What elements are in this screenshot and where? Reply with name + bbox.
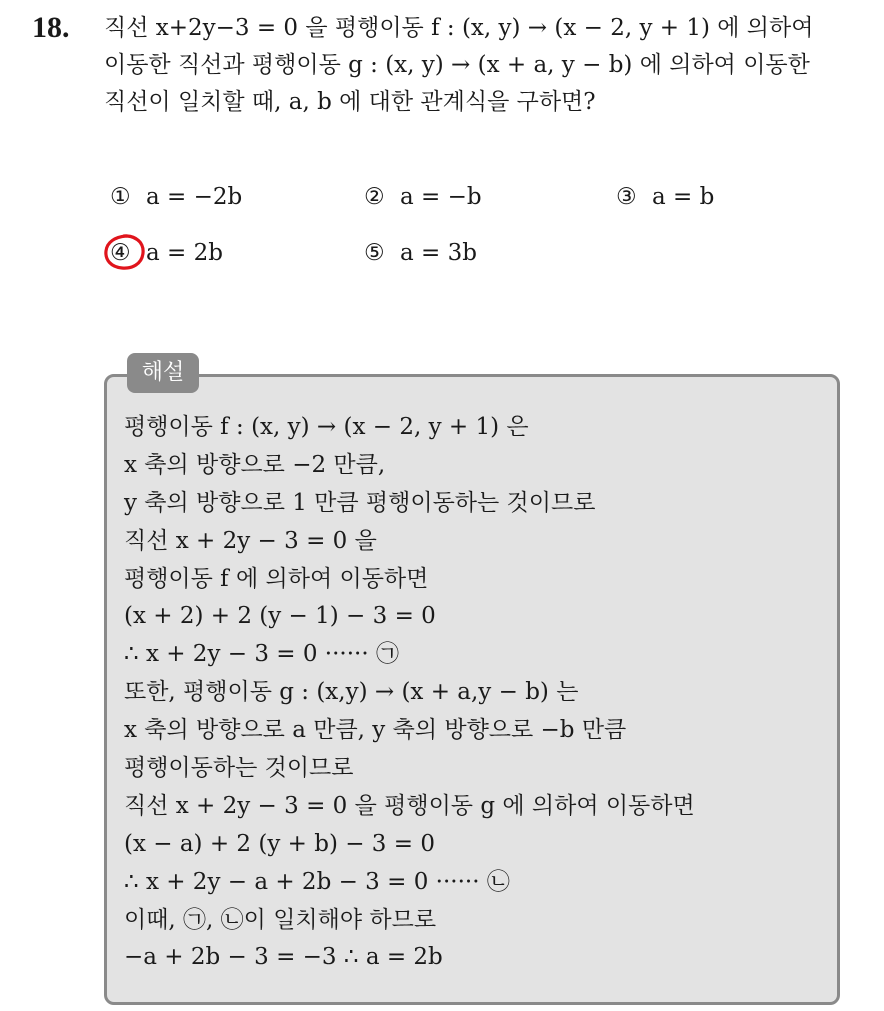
solution-line: (x + 2) + 2 (y − 1) − 3 = 0: [124, 603, 436, 630]
solution-line: 이때, ㉠, ㉡이 일치해야 하므로: [124, 906, 437, 933]
choice-text: a = −b: [400, 184, 482, 210]
choice-number: ②: [364, 184, 385, 210]
solution-text: [124, 409, 824, 977]
solution-line: 또한, 평행이동 g : (x,y) → (x + a,y − b) 는: [124, 679, 579, 706]
solution-line: x 축의 방향으로 −2 만큼,: [124, 451, 386, 478]
solution-line: 평행이동 f : (x, y) → (x − 2, y + 1) 은: [124, 414, 529, 440]
solution-line: −a + 2b − 3 = −3 ∴ a = 2b: [124, 944, 443, 971]
solution-line: ∴ x + 2y − 3 = 0 ······ ㉠: [124, 641, 399, 668]
choice-text: a = b: [652, 184, 715, 210]
question-line: 직선이 일치할 때, a, b 에 대한 관계식을 구하면?: [104, 89, 596, 115]
solution-line: 평행이동하는 것이므로: [124, 755, 354, 782]
solution-line: 직선 x + 2y − 3 = 0 을 평행이동 g 에 의하여 이동하면: [124, 792, 695, 819]
choice-number: ③: [616, 184, 637, 210]
choice-text: a = −2b: [146, 184, 243, 210]
choice-1[interactable]: [110, 182, 242, 212]
solution-tag: 해설: [127, 353, 199, 393]
solution-line: ∴ x + 2y − a + 2b − 3 = 0 ······ ㉡: [124, 868, 510, 895]
question-line: 직선 x+2y−3 = 0 을 평행이동 f : (x, y) → (x − 2, y + 1) 에 의하여: [104, 15, 814, 41]
solution-line: y 축의 방향으로 1 만큼 평행이동하는 것이므로: [124, 489, 596, 516]
solution-line: x 축의 방향으로 a 만큼, y 축의 방향으로 −b 만큼: [124, 717, 627, 744]
choice-5[interactable]: [364, 238, 477, 268]
choice-number: ⑤: [364, 240, 385, 266]
solution-line: 직선 x + 2y − 3 = 0 을: [124, 527, 377, 554]
choice-text: a = 3b: [400, 240, 477, 266]
answer-mark-circle: [102, 232, 146, 272]
solution-line: (x − a) + 2 (y + b) − 3 = 0: [124, 830, 435, 857]
choice-text: a = 2b: [146, 240, 223, 266]
question-number: 18.: [32, 11, 70, 44]
question-text: [104, 10, 864, 121]
solution-line: 평행이동 f 에 의하여 이동하면: [124, 565, 429, 592]
choice-number: ④: [110, 240, 131, 266]
choice-number: ①: [110, 184, 131, 210]
choice-2[interactable]: [364, 182, 482, 212]
choice-3[interactable]: [616, 182, 714, 212]
question-line: 이동한 직선과 평행이동 g : (x, y) → (x + a, y − b) 에 의하여 이동한: [104, 52, 810, 78]
